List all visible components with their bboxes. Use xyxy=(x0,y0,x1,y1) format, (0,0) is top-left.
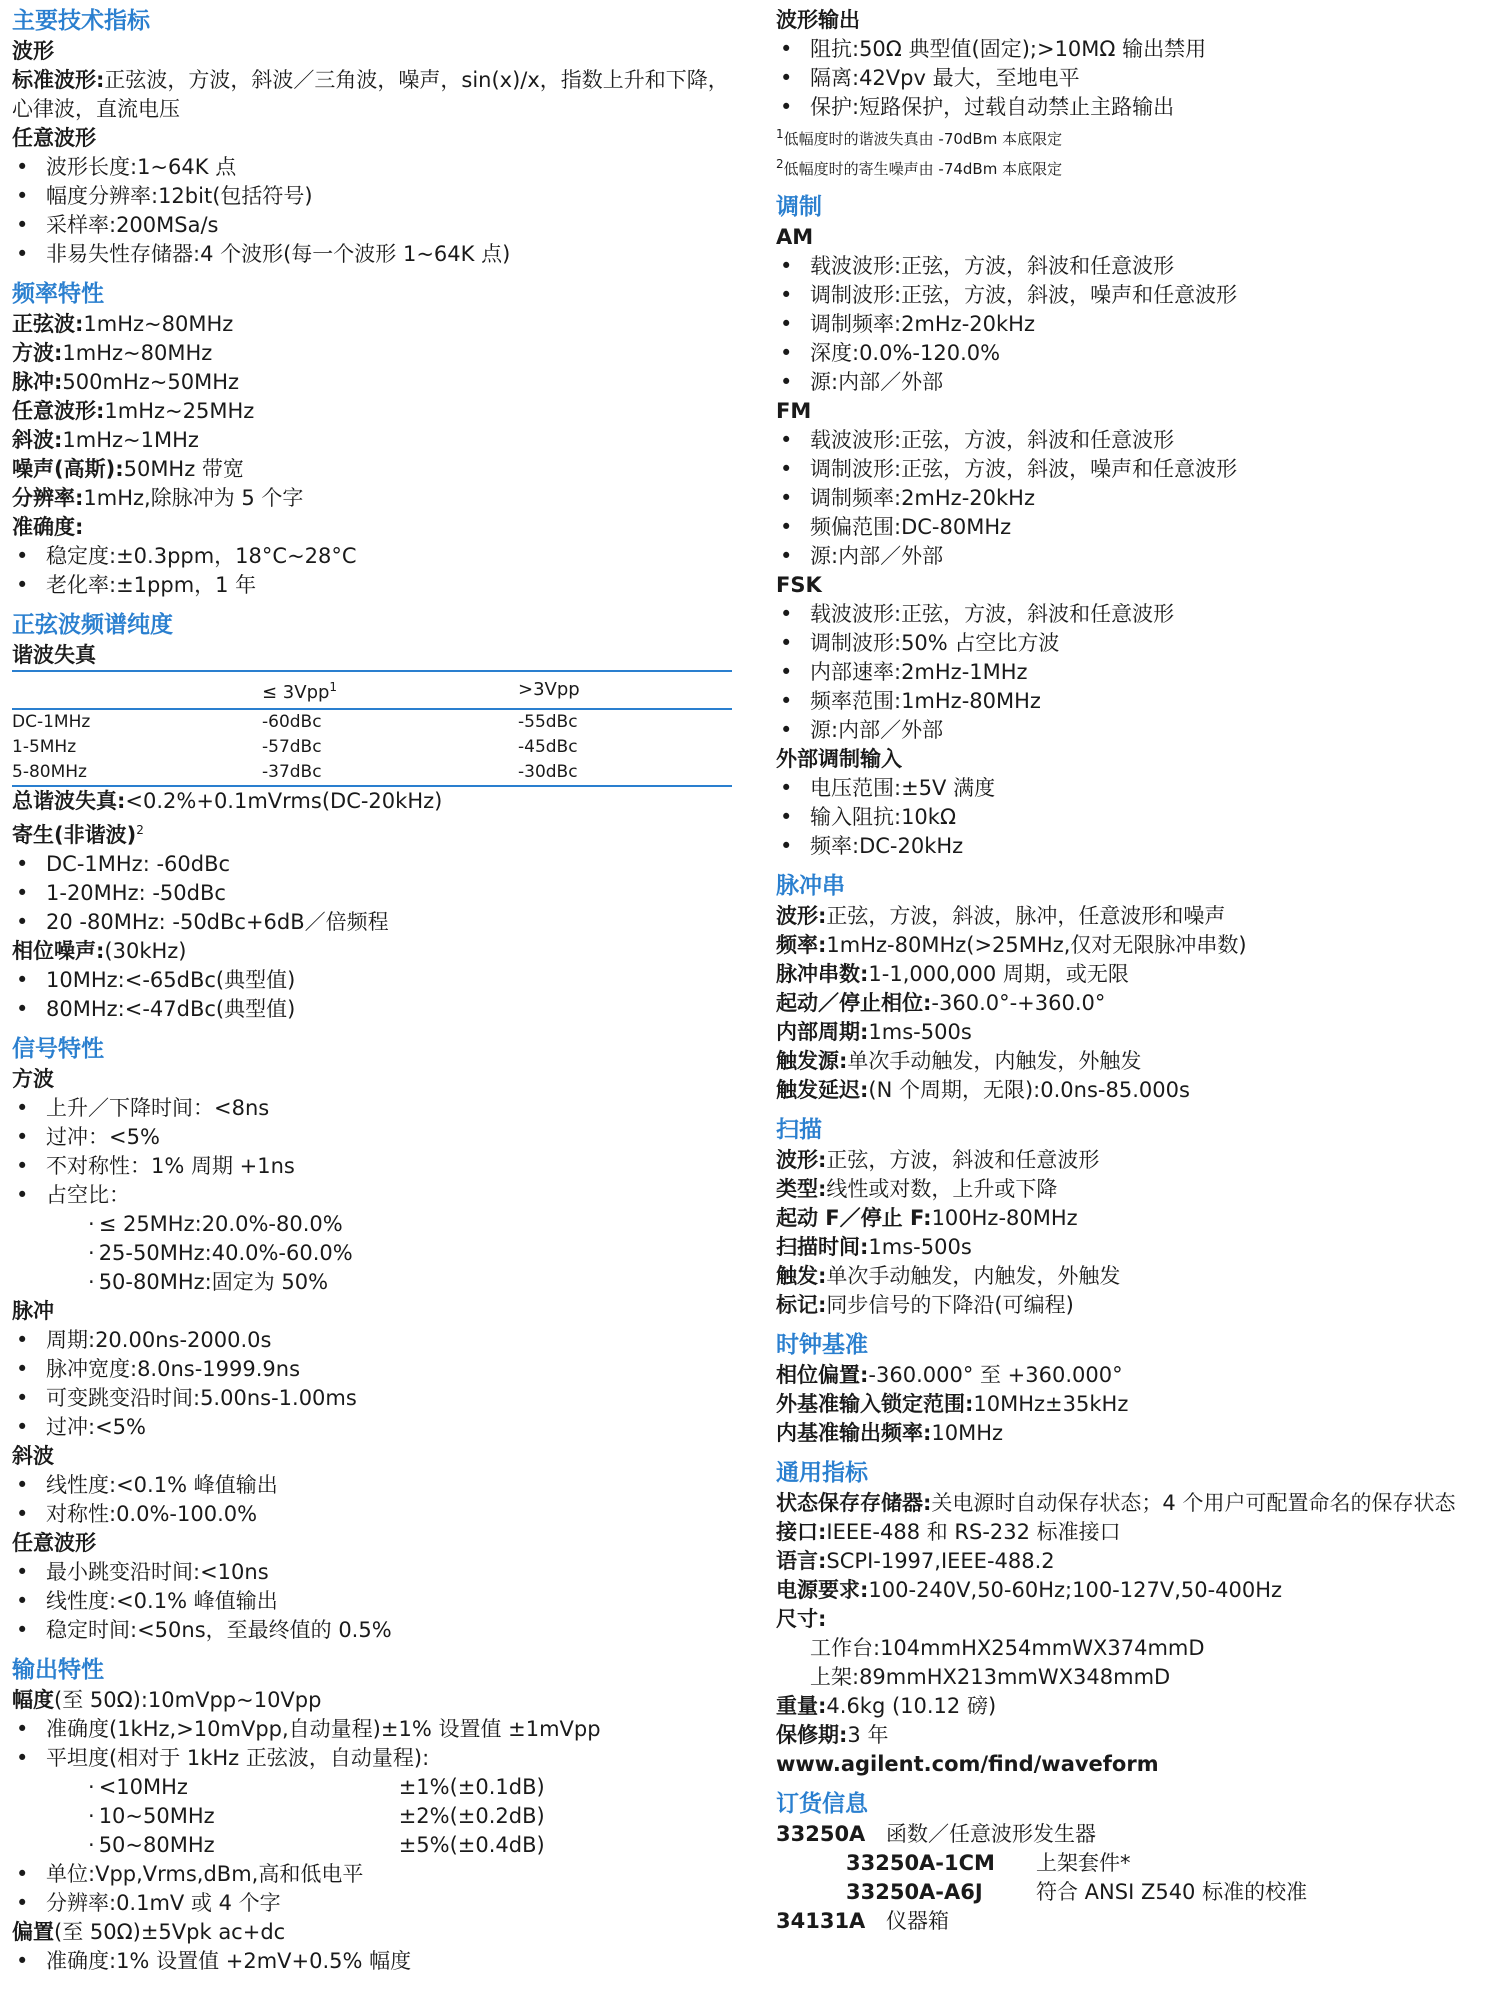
label: 方波: xyxy=(12,341,63,365)
freq-line xyxy=(12,310,732,339)
list-item: • 幅度分辨率:12bit(包括符号) xyxy=(12,182,732,211)
list-item: • 阻抗:50Ω 典型值(固定);>10MΩ 输出禁用 xyxy=(776,35,1496,64)
heading-harmonic: 谐波失真 xyxy=(12,643,96,667)
fsk-list xyxy=(776,600,1496,745)
standard-waveforms xyxy=(12,66,732,124)
sub-list-item xyxy=(12,1802,732,1831)
freq-line xyxy=(12,368,732,397)
label: 触发: xyxy=(776,1264,827,1288)
label: 标记: xyxy=(776,1293,827,1317)
heading-fm: FM xyxy=(776,399,812,423)
heading-square: 方波 xyxy=(12,1067,54,1091)
amplitude-line xyxy=(12,1686,732,1715)
value: (至 50Ω):10mVpp~10Vpp xyxy=(54,1688,322,1712)
pulse-list xyxy=(12,1326,732,1442)
square-list xyxy=(12,1094,732,1297)
header-text: ≤ 3Vpp xyxy=(262,682,330,703)
value: 关电源时自动保存状态；4 个用户可配置命名的保存状态 xyxy=(931,1491,1456,1515)
order-row xyxy=(776,1878,1496,1907)
freq-line xyxy=(12,455,732,484)
flatness-value: ±5%(±0.4dB) xyxy=(398,1833,545,1857)
list-item: • 对称性:0.0%-100.0% xyxy=(12,1500,732,1529)
am-list xyxy=(776,252,1496,397)
list-item: • 稳定时间:<50ns，至最终值的 0.5% xyxy=(12,1616,732,1645)
list-item: • 非易失性存储器:4 个波形(每一个波形 1~64K 点) xyxy=(12,240,732,269)
section-title-spectral-purity: 正弦波频谱纯度 xyxy=(12,612,173,638)
heading-am: AM xyxy=(776,225,814,249)
state-storage-line xyxy=(776,1489,1496,1518)
model-code: 33250A xyxy=(776,1822,866,1846)
label: 语言: xyxy=(776,1549,827,1573)
value: 50MHz 带宽 xyxy=(123,457,244,481)
value: -360.0°-+360.0° xyxy=(931,991,1106,1015)
flatness-range: 10~50MHz xyxy=(98,1804,215,1828)
list-item: • 80MHz:<-47dBc(典型值) xyxy=(12,995,732,1024)
model-desc: 函数／任意波形发生器 xyxy=(886,1822,1096,1846)
label: 接口: xyxy=(776,1520,827,1544)
website-link[interactable]: www.agilent.com/find/waveform xyxy=(776,1752,1159,1776)
table-header-cell xyxy=(12,672,262,708)
table-cell: 5-80MHz xyxy=(12,762,87,782)
section-title-sweep: 扫描 xyxy=(776,1117,822,1143)
order-row xyxy=(776,1820,1496,1849)
value: 1mHz,除脉冲为 5 个字 xyxy=(83,486,304,510)
list-item: • 1-20MHz: -50dBc xyxy=(12,879,732,908)
flatness-value: ±1%(±0.1dB) xyxy=(398,1775,545,1799)
value: 1mHz-80MHz(>25MHz,仅对无限脉冲串数) xyxy=(826,933,1247,957)
model-desc: 符合 ANSI Z540 标准的校准 xyxy=(1036,1880,1308,1904)
general-line xyxy=(776,1576,1496,1605)
label: 重量: xyxy=(776,1694,827,1718)
label: 波形: xyxy=(776,1148,827,1172)
burst-line xyxy=(776,1018,1496,1047)
list-item: • 载波波形:正弦，方波，斜波和任意波形 xyxy=(776,252,1496,281)
label: 状态保存存储器: xyxy=(776,1491,932,1515)
freq-line xyxy=(12,484,732,513)
table-cell: -45dBc xyxy=(518,737,578,757)
label: 频率: xyxy=(776,933,827,957)
spur-list xyxy=(12,850,732,937)
label: 相位噪声: xyxy=(12,939,105,963)
list-item: • 调制频率:2mHz-20kHz xyxy=(776,310,1496,339)
general-line xyxy=(776,1518,1496,1547)
offset-list xyxy=(12,1947,732,1976)
list-item: • 单位:Vpp,Vrms,dBm,高和低电平 xyxy=(12,1860,732,1889)
label: 准确度: xyxy=(12,515,84,539)
list-item: • 源:内部／外部 xyxy=(776,368,1496,397)
table-cell: DC-1MHz xyxy=(12,712,91,732)
section-title-general: 通用指标 xyxy=(776,1460,868,1486)
phase-list xyxy=(12,966,732,1024)
list-item: • 调制波形:正弦，方波，斜波，噪声和任意波形 xyxy=(776,455,1496,484)
label: 尺寸: xyxy=(776,1607,827,1631)
heading-ext-mod: 外部调制输入 xyxy=(776,747,902,771)
list-item: • 采样率:200MSa/s xyxy=(12,211,732,240)
value: SCPI-1997,IEEE-488.2 xyxy=(826,1549,1055,1573)
model-code: 34131A xyxy=(776,1909,866,1933)
label: 任意波形: xyxy=(12,399,105,423)
sweep-line xyxy=(776,1204,1496,1233)
value: 同步信号的下降沿(可编程) xyxy=(826,1293,1074,1317)
label: 扫描时间: xyxy=(776,1235,869,1259)
order-row xyxy=(776,1907,1496,1936)
model-desc: 上架套件* xyxy=(1036,1851,1131,1875)
label: 触发延迟: xyxy=(776,1078,869,1102)
table-row xyxy=(12,760,732,785)
label: 类型: xyxy=(776,1177,827,1201)
list-item: • 准确度(1kHz,>10mVpp,自动量程)±1% 设置值 ±1mVpp xyxy=(12,1715,732,1744)
table-cell: -60dBc xyxy=(262,712,322,732)
table-header-cell: >3Vpp xyxy=(518,679,580,700)
section-title-signal: 信号特性 xyxy=(12,1036,104,1062)
value: 1ms-500s xyxy=(868,1235,972,1259)
value: 正弦，方波，斜波，脉冲，任意波形和噪声 xyxy=(826,904,1226,928)
list-item: • 上升／下降时间：<8ns xyxy=(12,1094,732,1123)
flatness-range: <10MHz xyxy=(98,1775,188,1799)
section-title-modulation: 调制 xyxy=(776,194,822,220)
label: 分辨率: xyxy=(12,486,84,510)
label: 幅度 xyxy=(12,1688,54,1712)
burst-line xyxy=(776,931,1496,960)
list-item: • 分辨率:0.1mV 或 4 个字 xyxy=(12,1889,732,1918)
label: 电源要求: xyxy=(776,1578,869,1602)
label: 噪声(高斯): xyxy=(12,457,124,481)
section-title-ordering: 订货信息 xyxy=(776,1791,868,1817)
model-code: 33250A-1CM xyxy=(846,1851,995,1875)
list-item: • 过冲:<5% xyxy=(12,1413,732,1442)
list-item: • 线性度:<0.1% 峰值输出 xyxy=(12,1471,732,1500)
flatness-range: 50~80MHz xyxy=(98,1833,215,1857)
model-code: 33250A-A6J xyxy=(846,1880,983,1904)
heading-pulse: 脉冲 xyxy=(12,1299,54,1323)
list-item: • 脉冲宽度:8.0ns-1999.9ns xyxy=(12,1355,732,1384)
value: 1mHz~25MHz xyxy=(104,399,255,423)
sweep-line xyxy=(776,1291,1496,1320)
section-title-main-specs: 主要技术指标 xyxy=(12,8,150,34)
weight-line xyxy=(776,1692,1496,1721)
label: 内部周期: xyxy=(776,1020,869,1044)
list-item: • 不对称性：1% 周期 +1ns xyxy=(12,1152,732,1181)
list-item: • 过冲：<5% xyxy=(12,1123,732,1152)
clock-line xyxy=(776,1390,1496,1419)
harmonic-table xyxy=(12,672,732,785)
table-cell: -37dBc xyxy=(262,762,322,782)
list-item: • 保护:短路保护，过载自动禁止主路输出 xyxy=(776,93,1496,122)
list-item: • 调制波形:正弦，方波，斜波，噪声和任意波形 xyxy=(776,281,1496,310)
value: 线性或对数，上升或下降 xyxy=(826,1177,1058,1201)
burst-line xyxy=(776,1047,1496,1076)
list-item: • 最小跳变沿时间:<10ns xyxy=(12,1558,732,1587)
label: 波形: xyxy=(776,904,827,928)
list-item: • 载波波形:正弦，方波，斜波和任意波形 xyxy=(776,426,1496,455)
burst-line xyxy=(776,989,1496,1018)
list-item: • 内部速率:2mHz-1MHz xyxy=(776,658,1496,687)
model-desc: 仪器箱 xyxy=(886,1909,949,1933)
freq-line xyxy=(12,426,732,455)
sub-list-item: · ≤ 25MHz:20.0%-80.0% xyxy=(12,1210,732,1239)
list-item: • 稳定度:±0.3ppm，18°C~28°C xyxy=(12,542,732,571)
value: 1-1,000,000 周期，或无限 xyxy=(868,962,1129,986)
heading-ramp: 斜波 xyxy=(12,1444,54,1468)
value: (至 50Ω)±5Vpk ac+dc xyxy=(54,1920,286,1944)
label: 总谐波失真: xyxy=(12,789,126,813)
value: 1mHz~80MHz xyxy=(83,312,234,336)
label: 斜波: xyxy=(12,428,63,452)
value: 单次手动触发，内触发，外触发 xyxy=(826,1264,1121,1288)
freq-line xyxy=(12,513,732,542)
value: (30kHz) xyxy=(104,939,187,963)
heading-waveforms: 波形 xyxy=(12,39,54,63)
list-item: • 占空比： xyxy=(12,1181,732,1210)
footnote-2: $^2$低幅度时的寄生噪声由 -74dBm 本底限定 xyxy=(776,157,1063,178)
list-item: • 线性度:<0.1% 峰值输出 xyxy=(12,1587,732,1616)
footnote-text: 低幅度时的谐波失真由 -70dBm 本底限定 xyxy=(783,130,1063,148)
list-item: • 调制波形:50% 占空比方波 xyxy=(776,629,1496,658)
fm-list xyxy=(776,426,1496,571)
value: 单次手动触发，内触发，外触发 xyxy=(847,1049,1142,1073)
footnote-1: $^1$低幅度时的谐波失真由 -70dBm 本底限定 xyxy=(776,127,1063,148)
footnote-mark: 1 xyxy=(329,680,338,694)
label: 起动 F／停止 F: xyxy=(776,1206,932,1230)
table-cell: 1-5MHz xyxy=(12,737,77,757)
label: 标准波形: xyxy=(12,68,105,92)
list-item: • 可变跳变沿时间:5.00ns-1.00ms xyxy=(12,1384,732,1413)
right-column xyxy=(776,6,1496,1936)
label: 脉冲: xyxy=(12,370,63,394)
heading-waveform-output: 波形输出 xyxy=(776,8,860,32)
dimension-line: 工作台:104mmHX254mmWX374mmD xyxy=(810,1636,1205,1660)
list-item: • 频率:DC-20kHz xyxy=(776,832,1496,861)
list-item: • 载波波形:正弦，方波，斜波和任意波形 xyxy=(776,600,1496,629)
value: IEEE-488 和 RS-232 标准接口 xyxy=(826,1520,1121,1544)
list-item: • 频率范围:1mHz-80MHz xyxy=(776,687,1496,716)
list-item: • 波形长度:1~64K 点 xyxy=(12,153,732,182)
list-item: • 准确度:1% 设置值 +2mV+0.5% 幅度 xyxy=(12,1947,732,1976)
section-title-burst: 脉冲串 xyxy=(776,873,845,899)
list-item: • 20 -80MHz: -50dBc+6dB／倍频程 xyxy=(12,908,732,937)
list-item: • 源:内部／外部 xyxy=(776,716,1496,745)
flatness-value: ±2%(±0.2dB) xyxy=(398,1804,545,1828)
heading-fsk: FSK xyxy=(776,573,822,597)
arb-signal-list xyxy=(12,1558,732,1645)
sub-list-item: · 50-80MHz:固定为 50% xyxy=(12,1268,732,1297)
clock-line xyxy=(776,1361,1496,1390)
phase-noise-line xyxy=(12,937,732,966)
sweep-line xyxy=(776,1262,1496,1291)
table-cell: -55dBc xyxy=(518,712,578,732)
label: 内基准输出频率: xyxy=(776,1421,932,1445)
value: 正弦波，方波，斜波／三角波，噪声，sin(x)/x，指数上升和下降，心律波，直流电压 xyxy=(12,68,729,121)
thd-line xyxy=(12,787,732,816)
sweep-line xyxy=(776,1175,1496,1204)
freq-line xyxy=(12,339,732,368)
value: 1ms-500s xyxy=(868,1020,972,1044)
list-item: • 电压范围:±5V 满度 xyxy=(776,774,1496,803)
value: 10MHz±35kHz xyxy=(973,1392,1129,1416)
order-row xyxy=(776,1849,1496,1878)
burst-line xyxy=(776,902,1496,931)
dimension-line: 上架:89mmHX213mmWX348mmD xyxy=(810,1665,1171,1689)
section-title-frequency: 频率特性 xyxy=(12,281,104,307)
value: -360.000° 至 +360.000° xyxy=(868,1363,1123,1387)
sub-list-item xyxy=(12,1773,732,1802)
heading-arbitrary: 任意波形 xyxy=(12,126,96,150)
general-line xyxy=(776,1547,1496,1576)
accuracy-list xyxy=(12,542,732,600)
ext-mod-list xyxy=(776,774,1496,861)
label: 偏置 xyxy=(12,1920,54,1944)
label: 外基准输入锁定范围: xyxy=(776,1392,974,1416)
table-row xyxy=(12,710,732,735)
value: 正弦，方波，斜波和任意波形 xyxy=(826,1148,1100,1172)
list-item: • 隔离:42Vpv 最大，至地电平 xyxy=(776,64,1496,93)
clock-line xyxy=(776,1419,1496,1448)
sweep-line xyxy=(776,1233,1496,1262)
ramp-list xyxy=(12,1471,732,1529)
amplitude-list xyxy=(12,1715,732,1918)
section-title-clock-ref: 时钟基准 xyxy=(776,1332,868,1358)
list-item: • 频偏范围:DC-80MHz xyxy=(776,513,1496,542)
sweep-line xyxy=(776,1146,1496,1175)
table-cell: -57dBc xyxy=(262,737,322,757)
value: (N 个周期，无限):0.0ns-85.000s xyxy=(868,1078,1190,1102)
label: 相位偏置: xyxy=(776,1363,869,1387)
list-item: • 调制频率:2mHz-20kHz xyxy=(776,484,1496,513)
value: 100-240V,50-60Hz;100-127V,50-400Hz xyxy=(868,1578,1283,1602)
label: 保修期: xyxy=(776,1723,848,1747)
heading-arbitrary-signal: 任意波形 xyxy=(12,1531,96,1555)
burst-line xyxy=(776,1076,1496,1105)
sub-list-item xyxy=(12,1831,732,1860)
value: 10MHz xyxy=(931,1421,1004,1445)
burst-line xyxy=(776,960,1496,989)
freq-line xyxy=(12,397,732,426)
label: 触发源: xyxy=(776,1049,848,1073)
list-item: • 深度:0.0%-120.0% xyxy=(776,339,1496,368)
sub-list-item: · 25-50MHz:40.0%-60.0% xyxy=(12,1239,732,1268)
footnote-text: 低幅度时的寄生噪声由 -74dBm 本底限定 xyxy=(783,160,1063,178)
warranty-line xyxy=(776,1721,1496,1750)
list-item: • 源:内部／外部 xyxy=(776,542,1496,571)
footnote-mark: 2 xyxy=(136,823,144,837)
arbitrary-list xyxy=(12,153,732,269)
list-item: • 10MHz:<-65dBc(典型值) xyxy=(12,966,732,995)
table-row xyxy=(12,735,732,760)
label: 脉冲串数: xyxy=(776,962,869,986)
table-header-cell xyxy=(262,672,518,708)
list-item: • 平坦度(相对于 1kHz 正弦波，自动量程): xyxy=(12,1744,732,1773)
table-cell: -30dBc xyxy=(518,762,578,782)
list-item: • 输入阻抗:10kΩ xyxy=(776,803,1496,832)
offset-line xyxy=(12,1918,732,1947)
left-column xyxy=(12,6,732,1976)
value: 3 年 xyxy=(847,1723,889,1747)
value: 1mHz~80MHz xyxy=(62,341,213,365)
value: 1mHz~1MHz xyxy=(62,428,199,452)
value: 4.6kg (10.12 磅) xyxy=(826,1694,997,1718)
label: 正弦波: xyxy=(12,312,84,336)
list-item: • DC-1MHz: -60dBc xyxy=(12,850,732,879)
value: <0.2%+0.1mVrms(DC-20kHz) xyxy=(125,789,443,813)
label: 寄生(非谐波) xyxy=(12,823,137,847)
list-item: • 老化率:±1ppm，1 年 xyxy=(12,571,732,600)
waveform-output-list xyxy=(776,35,1496,122)
value: 500mHz~50MHz xyxy=(62,370,240,394)
label: 起动／停止相位: xyxy=(776,991,932,1015)
table-header xyxy=(12,672,732,708)
spur-line xyxy=(12,816,732,850)
section-title-output: 输出特性 xyxy=(12,1657,104,1683)
list-item: • 周期:20.00ns-2000.0s xyxy=(12,1326,732,1355)
value: 100Hz-80MHz xyxy=(931,1206,1078,1230)
general-line xyxy=(776,1605,1496,1634)
